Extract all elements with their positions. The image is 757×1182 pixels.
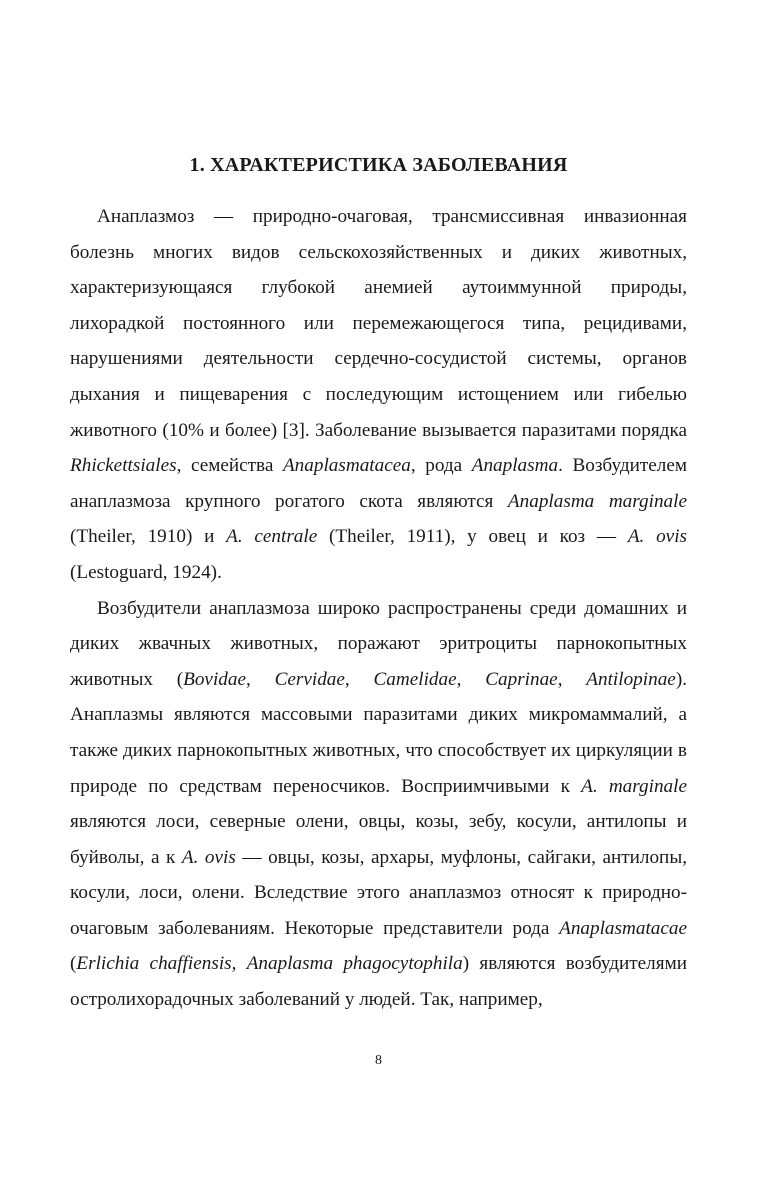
italic-term: Anaplasma marginale xyxy=(507,490,687,512)
italic-term: Rhickettsiales xyxy=(70,455,177,477)
text-run: , рода xyxy=(410,455,472,477)
text-run: — овцы, козы, архары, муфлоны, сайгаки, антилопы, косули, лоси, олени. Вследствие этого анаплазмоз относят к природно-очаговым заболеваниям. Некоторые представители рода xyxy=(70,846,688,939)
body-text xyxy=(70,199,687,1018)
italic-term: Caprinae xyxy=(485,668,558,690)
text-run: ) являются возбудителями остролихорадочных заболеваний у людей. Так, например, xyxy=(70,953,687,1011)
text-run: , xyxy=(456,668,486,690)
italic-term: Cervidae xyxy=(274,668,345,690)
italic-term: A. ovis xyxy=(181,846,236,868)
text-run: ). Анаплазмы являются массовыми паразитами диких микромаммалий, а также диких парнокопытных животных, что способствует их циркуляции в природе по средствам переносчиков. Восприимчивыми к xyxy=(70,668,687,797)
section-title: 1. ХАРАКТЕРИСТИКА ЗАБОЛЕВАНИЯ xyxy=(189,154,568,176)
text-run: (Lestoguard, 1924). xyxy=(70,561,222,583)
italic-term: Anaplasmatacea xyxy=(282,455,411,477)
paragraph-2 xyxy=(70,591,687,1018)
italic-term: Anaplasma phagocytophila xyxy=(246,953,463,975)
page-number: 8 xyxy=(375,1053,382,1068)
text-run: , xyxy=(245,668,275,690)
text-run: , xyxy=(344,668,374,690)
text-run: , семейства xyxy=(176,455,283,477)
italic-term: Camelidae xyxy=(373,668,457,690)
italic-term: Antilopinae xyxy=(586,668,676,690)
text-run: являются лоси, северные олени, овцы, козы, зебу, косули, антилопы и буйволы, а к xyxy=(70,811,687,868)
italic-term: Erlichia chaffiensis xyxy=(76,953,232,975)
text-run: Анаплазмоз — природно-очаговая, трансмиссивная инвазионная болезнь многих видов сельскохозяйственных и диких животных, характеризующаяся глубокой анемией аутоиммунной природы, лихорадкой постоянного или перемежающегося типа, рецидивами, нарушениями деятельности сердечно-сосудистой системы, органов дыхания и пищеварения с последующим истощением или гибелью животного (10% и более) [3]. Заболевание вызывается паразитами порядка xyxy=(70,206,687,441)
text-run: (Theiler, 1910) и xyxy=(70,526,227,548)
text-run: , xyxy=(557,668,587,690)
italic-term: Anaplasma xyxy=(471,455,559,477)
italic-term: A. marginale xyxy=(581,775,687,797)
text-run: . Возбудителем анаплазмоза крупного рогатого скота являются xyxy=(70,455,687,512)
italic-term: Bovidae xyxy=(183,668,246,690)
text-run: , xyxy=(231,953,247,975)
paragraph-1 xyxy=(70,199,687,591)
italic-term: A. centrale xyxy=(226,526,318,548)
italic-term: Anaplasmatacae xyxy=(559,917,687,939)
text-run: ( xyxy=(70,953,77,975)
text-run: (Theiler, 1911), у овец и коз — xyxy=(317,526,628,548)
italic-term: A. ovis xyxy=(627,526,687,548)
text-run: Возбудители анаплазмоза широко распространены среди домашних и диких жвачных животных, поражают эритроциты парнокопытных животных ( xyxy=(70,597,687,690)
